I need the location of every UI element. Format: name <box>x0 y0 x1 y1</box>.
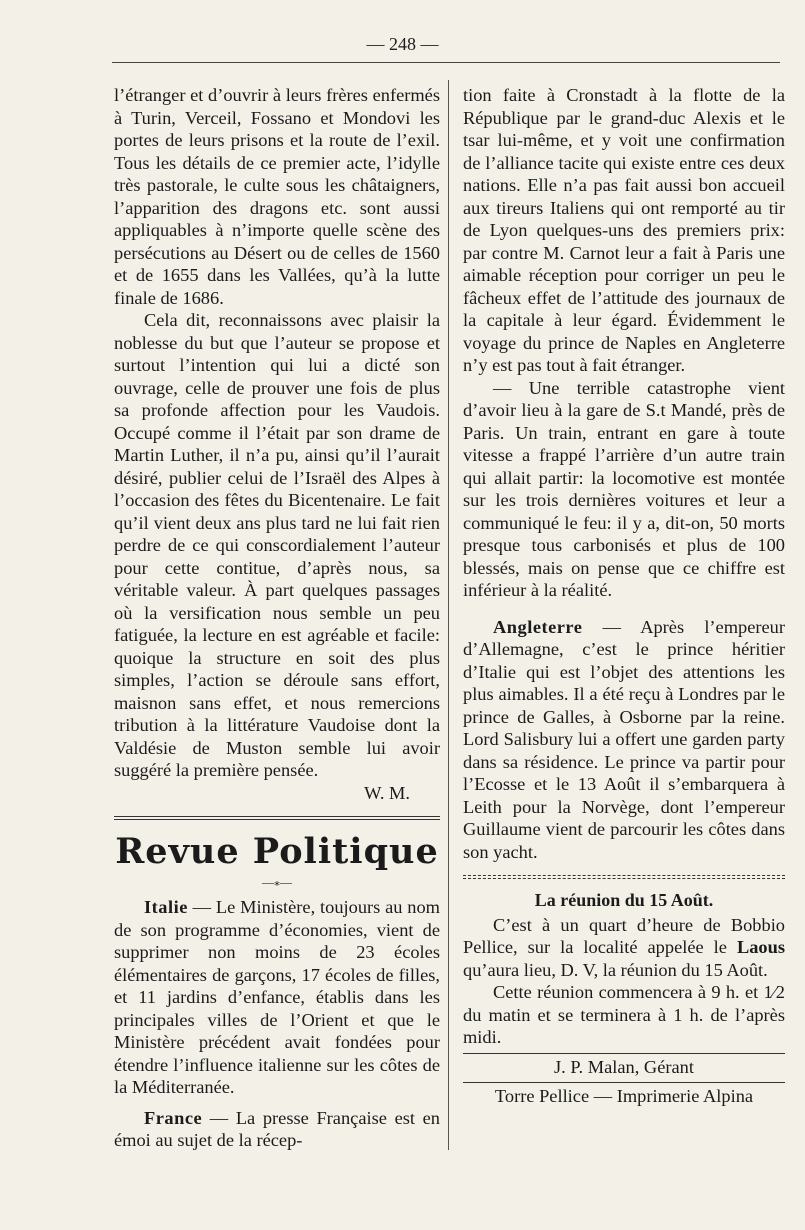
gerant-rule <box>463 1053 785 1054</box>
france-continuation: tion faite à Cronstadt à la flotte de la République par le grand-duc Alexis et le tsar lui-même, et y voit une confirmation de l’alliance tacite qui existe entre ces deux nations. Elle n’a pas fait aussi bon accueil aux tireurs Italiens qui ont remporté au tir de Lyon quelques-uns des premiers prix: par contre M. Carnot leur a fait à Paris une aimable réception pour corriger un peu le fâcheux effet de l’attitude des journaux de la capitale à leur égard. Évidemment le voyage du prince de Naples en Angleterre n’y est pas tout à fait étranger. <box>463 85 785 375</box>
catastrophe-paragraph: — Une terrible catastrophe vient d’avoir lieu à la gare de S.t Mandé, près de Paris. Un train, entrant en gare à toute vitesse a frappé l’arrière d’un autre train qui allait partir: la locomotive est montée sur les trois dernières voitures et leur a communiqué le feu: il y a, dit-on, 50 morts presque tous carbonisés et plus de 100 blessés, mais on pense que ce chiffre est inférieur à la réalité. <box>463 377 785 600</box>
page-number: — 248 — <box>366 34 439 54</box>
left-column <box>114 84 440 1152</box>
meeting-separator <box>463 875 785 879</box>
review-paragraph-2: Cela dit, reconnaissons avec plaisir la noblesse du but que l’auteur se propose et surtout l’intention qui lui a dicté son ouvrage, celle de prouver une fois de plus sa profonde affection pour les Vaudois. Occupé comme il l’était par son drame de Martin Luther, il n’a pu, ainsi qu’il l’aurait désiré, publier celui de l’Israël des Alpes à l’occasion des fêtes du Bicentenaire. Le fait qu’il vient deux ans plus tard ne lui fait rien perdre de ce qui conscordialement l’auteur pour cette contitue, d’après nous, sa véritable valeur. À part quelques passages où la versification nous semble un peu fatiguée, la lecture en est agréable et facile: quoique la structure en soit des plus simples, l’action se déroule sans effort, maisnon sans effet, et nous remercions tribution à la littérature Vaudoise dont la Valdésie de Muston semble lui avoir suggéré la première pensée. <box>114 310 440 780</box>
italie-paragraph <box>114 896 440 1099</box>
column-divider <box>448 80 449 1150</box>
header-rule <box>112 62 780 63</box>
meeting-paragraph-2: Cette réunion commencera à 9 h. et 1⁄2 du matin et se terminera à 1 h. de l’après midi. <box>463 982 785 1047</box>
meeting-title: La réunion du 15 Août. <box>534 890 714 910</box>
france-text: — La presse Française est en émoi au sujet de la récep- <box>114 1107 440 1150</box>
printer-rule <box>463 1082 785 1083</box>
section-title: Revue Politique <box>115 831 439 872</box>
angleterre-paragraph <box>463 616 785 864</box>
angleterre-label: Angleterre <box>493 616 583 637</box>
meeting-text-a: C’est à un quart d’heure de Bobbio Pellice, sur la localité appelée le <box>463 914 785 957</box>
review-paragraph-1: l’étranger et d’ouvrir à leurs frères enfermés à Turin, Verceil, Fossano et Mondovi les portes de leurs prisons et la route de l’exil. Tous les détails de ce premier acte, l’idylle très pastorale, le culte sous les châtaigners, l’apparition des dragons etc. sont aussi appliquables à n’importe quelle scène des persécutions au Désert ou de celles de 1560 et de 1655 dans les Vallées, qu’à la lutte finale de 1686. <box>114 85 440 308</box>
right-column <box>463 84 785 1108</box>
section-separator <box>114 816 440 820</box>
france-paragraph <box>114 1107 440 1152</box>
france-label: France <box>144 1107 203 1128</box>
title-ornament: —⁎— <box>262 875 292 889</box>
meeting-text-b: qu’aura lieu, D. V, la réunion du 15 Août. <box>463 959 768 980</box>
review-signature: W. M. <box>364 782 410 803</box>
angleterre-text: — Après l’empereur d’Allemagne, c’est le prince héritier d’Italie qui est l’objet des attentions les plus aimables. Il a été reçu à Londres par le prince de Galles, à Osborne par la reine. Lord Salisbury lui a offert une garden party dans sa résidence. Le prince va partir pour l’Ecosse et le 13 Août il s’embarquera à Leith pour la Norvège, dont l’empereur Guillaume vient de parcourir les côtes dans son yacht. <box>463 616 785 862</box>
meeting-paragraph-1 <box>463 914 785 982</box>
italie-text: — Le Ministère, toujours au nom de son programme d’économies, vient de supprimer non moins de 23 écoles élémentaires de garçons, 17 écoles de filles, et 11 jardins d’enfance, établis dans les principales villes de l’Orient et que le Ministère précédent avait fondées pour étendre l’influence italienne sur les côtes de la Méditerranée. <box>114 897 440 1097</box>
meeting-place: Laous <box>736 937 785 957</box>
printer-line: Torre Pellice — Imprimerie Alpina <box>494 1086 754 1106</box>
italie-label: Italie <box>144 897 188 917</box>
gerant-line: J. P. Malan, Gérant <box>554 1056 694 1077</box>
